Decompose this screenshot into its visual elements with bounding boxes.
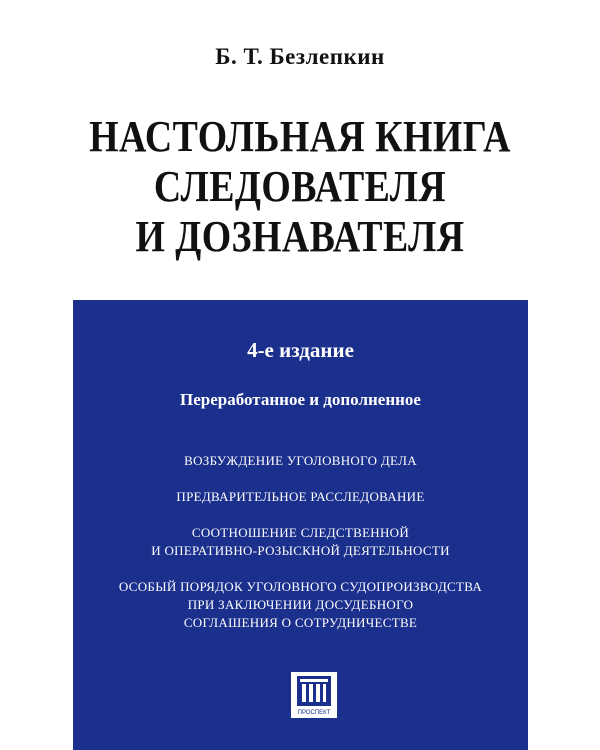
author-name: Б. Т. Безлепкин	[215, 44, 385, 69]
topic-line: ПРИ ЗАКЛЮЧЕНИИ ДОСУДЕБНОГО	[187, 597, 414, 612]
topic-line: ОСОБЫЙ ПОРЯДОК УГОЛОВНОГО СУДОПРОИЗВОДСТВА	[118, 579, 483, 594]
topics-list	[73, 452, 528, 650]
title-line-3: И ДОЗНАВАТЕЛЯ	[135, 212, 465, 261]
topic-line: ПРЕДВАРИТЕЛЬНОЕ РАССЛЕДОВАНИЕ	[176, 489, 425, 504]
topic-item	[73, 452, 528, 470]
topic-line: ВОЗБУЖДЕНИЕ УГОЛОВНОГО ДЕЛА	[184, 453, 417, 468]
title-line-2: СЛЕДОВАТЕЛЯ	[153, 162, 447, 211]
topic-item	[73, 578, 528, 632]
book-title	[0, 112, 600, 262]
title-line-1: НАСТОЛЬНАЯ КНИГА	[89, 112, 511, 161]
publisher-name: ПРОСПЕКТ	[297, 710, 331, 716]
topic-item	[73, 524, 528, 560]
cover-info-panel	[73, 300, 528, 750]
topic-line: И ОПЕРАТИВНО-РОЗЫСКНОЙ ДЕЯТЕЛЬНОСТИ	[151, 543, 450, 558]
edition-label: 4-е издание	[247, 338, 354, 362]
publisher-logo-icon	[291, 672, 337, 718]
topic-line: СОГЛАШЕНИЯ О СОТРУДНИЧЕСТВЕ	[183, 615, 418, 630]
topic-line: СООТНОШЕНИЕ СЛЕДСТВЕННОЙ	[191, 525, 410, 540]
edition-subtitle: Переработанное и дополненное	[180, 390, 421, 409]
topic-item	[73, 488, 528, 506]
